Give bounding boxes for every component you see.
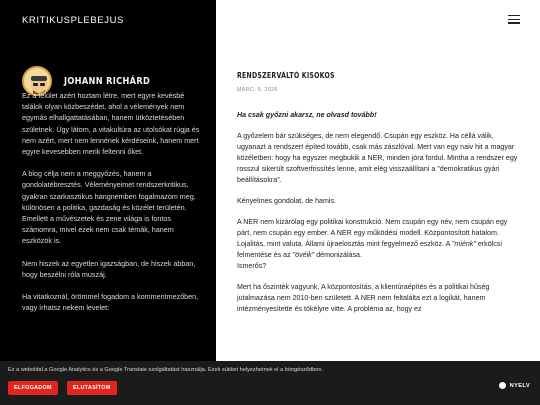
cookie-banner <box>0 361 540 405</box>
post-date: MÁRC. 5, 2026 <box>237 87 278 93</box>
post-body <box>237 110 522 314</box>
post-paragraph: Mert ha őszinték vagyunk, A központosítás, a klientúraépítés és a politikai hűség jutalmazása nem 2010-ben született. A NER nem feltalálta ezt a logikát, hanem intézményesítette és tökélyre vitte. A probléma az, hogy ez <box>237 282 490 313</box>
language-label: NYELV <box>509 382 530 389</box>
sidebar <box>0 0 216 405</box>
post-quote: "övéik" <box>292 250 315 259</box>
post-text: A NER nem kizárólag egy politikai konstrukció. Nem csupán egy név, nem csupán egy párt, nem csupán egy ember. A NER egy működési modell. Központosított hatalom. Lojalitás, mint valuta. Állami újraelosztás mint fegyelmező eszköz. A <box>237 218 508 248</box>
language-button[interactable] <box>499 382 530 389</box>
main-content <box>216 0 540 405</box>
bio-paragraph: A blog célja nem a meggyőzés, hanem a gondolatébresztés. Véleményeimet rendszerkritikus, gyakran szarkasztikus hangnemben fogalmazom meg, különösen a politika, gazdaság és közélet területén. Emellett a művészetek és zene világa is fontos számomra, mivel ezek nem csak témák, hanem eszközök is. <box>22 169 196 246</box>
bio-paragraph: Ez a felület azért hoztam létre, mert egyre kevésbé találok olyan közbeszédet, ahol a vélemények nem egymás elhallgattatásában, hanem ütköztetésében születnek. Úgy látom, a vitakultúra az utolsókat rúgja és nem azért, mert nem lennének kérdéseink, hanem mert egyre kevesebben merik feltenni őket. <box>22 91 200 157</box>
post-text: Ismerős? <box>237 261 267 270</box>
author-name: JOHANN RICHÁRD <box>64 75 151 87</box>
post-text: démonizálása. <box>316 250 362 259</box>
cookie-notice-text: Ez a weboldal a Google Analytics és a Google Translate szolgáltatást használja. Ezek sütiket helyezhetnek el a böngésződben. <box>8 367 323 373</box>
author-bio <box>22 90 202 324</box>
bio-paragraph: Nem hiszek az egyetlen igazságban, de hiszek abban, hogy beszélni róla muszáj. <box>22 258 196 279</box>
post-paragraph: A győzelem bár szükséges, de nem elegendő. Csupán egy eszköz. Ha céllá válik, ugyanazt a rendszert építed tovább, csak más zászlóval. Mert van egy naiv hit a magyar közéletben: hogy ha egyszer megbukik a NER, minden jóra fordul. Mintha a rendszer egy rosszul sikerült szoftverfrissítés lenne, amit elég visszaállítani a "demokratikus gyári beállításokra". <box>237 132 518 184</box>
post-lead: Ha csak győzni akarsz, ne olvasd tovább! <box>237 111 377 119</box>
blog-post <box>237 71 522 325</box>
accept-cookies-button[interactable]: ELFOGADOM <box>8 381 58 395</box>
post-paragraph: Kényelmes gondolat, de hamis. <box>237 196 336 205</box>
post-text: erkölcsi felmentése és az <box>237 239 502 259</box>
post-paragraph <box>237 217 522 271</box>
language-globe-icon <box>499 382 506 389</box>
hamburger-menu-icon[interactable] <box>508 15 520 24</box>
bio-paragraph: Ha vitatkoznál, örömmel fogadom a kommentmezőben, vagy írhatsz nekem levelet: <box>22 292 199 313</box>
site-title[interactable]: KRITIKUSPLEBEJUS <box>22 15 124 26</box>
reject-cookies-button[interactable]: ELUTASÍTOM <box>67 381 117 395</box>
post-quote: "miénk" <box>451 239 476 248</box>
post-title[interactable]: RENDSZERVÁLTÓ KISOKOS <box>237 71 335 80</box>
